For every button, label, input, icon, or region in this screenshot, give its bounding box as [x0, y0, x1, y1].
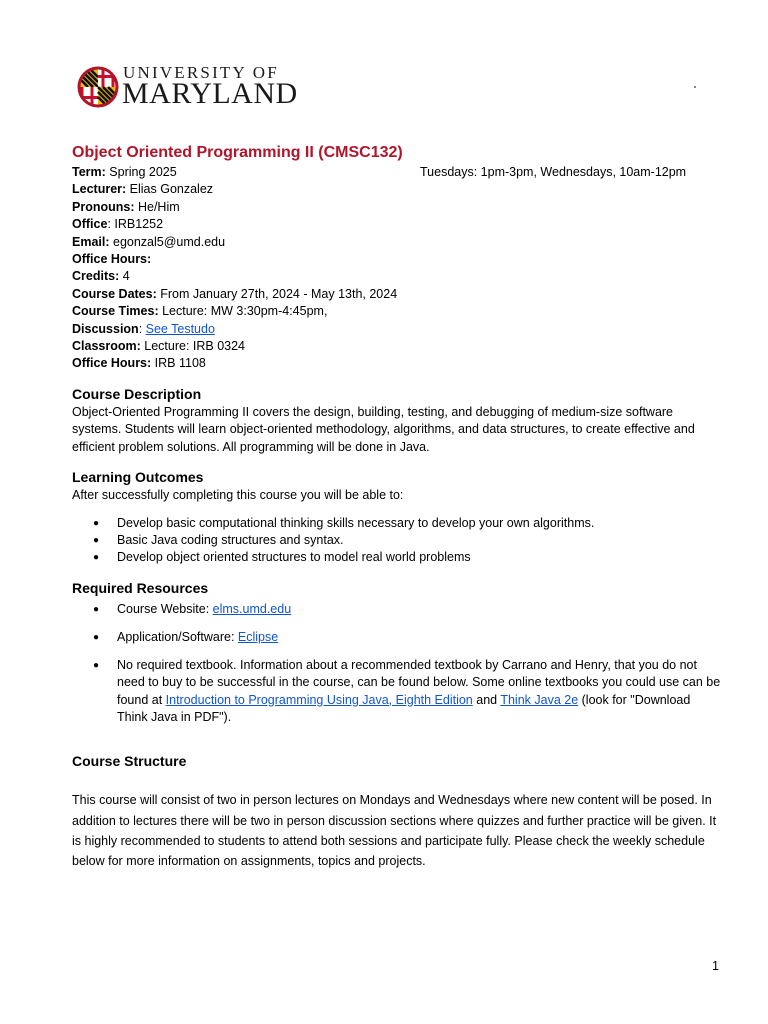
info-value: Lecture: IRB 0324	[140, 339, 246, 354]
university-logo	[77, 64, 317, 112]
info-label: Course Dates:	[72, 286, 157, 301]
info-label: Office Hours:	[72, 252, 152, 267]
info-value: :	[138, 321, 146, 336]
list-item: ● Basic Java coding structures and syntax.	[72, 532, 722, 549]
course-structure-text: This course will consist of two in person lectures on Mondays and Wednesdays where new content will be posed. In addition to lectures there will be two in person discussion sections where quizzes and further practice will be given. It is highly recommended to students to attend both sessions and participate fully. Please check the weekly schedule below for more information on assignments, topics and projects.	[72, 793, 717, 868]
see-testudo-link[interactable]: See Testudo	[145, 321, 215, 336]
info-value: Elias Gonzalez	[126, 182, 214, 197]
textbook-text: (look for "Download Think Java in PDF").	[117, 692, 691, 724]
info-office-hours	[72, 251, 722, 268]
info-label: Course Times:	[72, 304, 159, 319]
required-resources-heading: Required Resources	[72, 579, 209, 596]
info-value: He/Him	[134, 199, 180, 214]
resource-label: Course Website:	[117, 601, 213, 616]
list-item: ● Develop object oriented structures to model real world problems	[72, 549, 722, 566]
list-item	[72, 657, 722, 727]
list-item	[72, 601, 722, 618]
course-description-text: Object-Oriented Programming II covers the design, building, testing, and debugging of medium-size software systems. Students will learn object-oriented methodology, algorithms, and data structures, to create effective and efficient problem solutions. All programming will be done in Java.	[72, 404, 695, 454]
info-label: Lecturer:	[72, 182, 127, 197]
info-value: Lecture: MW 3:30pm-4:45pm,	[158, 304, 328, 319]
info-lecturer	[72, 181, 722, 198]
info-credits	[72, 268, 722, 285]
info-value: : IRB1252	[107, 217, 164, 232]
course-title: Object Oriented Programming II (CMSC132)	[72, 144, 403, 161]
logo-line-1: UNIVERSITY OF	[123, 63, 279, 82]
office-hours-schedule: Tuesdays: 1pm-3pm, Wednesdays, 10am-12pm	[420, 165, 687, 179]
course-description-heading: Course Description	[72, 385, 202, 402]
learning-outcomes-heading: Learning Outcomes	[72, 469, 204, 486]
textbook-text: and	[472, 692, 501, 707]
info-office-hours-location	[72, 355, 722, 372]
info-course-times	[72, 303, 722, 320]
info-label: Office	[72, 217, 108, 232]
info-value: IRB 1108	[151, 356, 206, 371]
info-label: Term:	[72, 165, 106, 179]
document-body	[72, 142, 722, 871]
info-email	[72, 234, 722, 251]
stray-mark	[694, 86, 696, 88]
learning-outcomes-list	[72, 515, 722, 567]
info-value: egonzal5@umd.edu	[109, 234, 226, 249]
think-java-link[interactable]: Think Java 2e	[500, 692, 579, 707]
info-label: Credits:	[72, 269, 120, 284]
intro-java-textbook-link[interactable]: Introduction to Programming Using Java, Eighth Edition	[165, 692, 473, 707]
info-discussion	[72, 321, 722, 338]
logo-line-2: MARYLAND	[122, 77, 298, 110]
list-item: ● Develop basic computational thinking skills necessary to develop your own algorithms.	[72, 515, 722, 532]
course-info-block	[72, 164, 722, 373]
page-number: 1	[712, 959, 719, 973]
resource-label: Application/Software:	[117, 629, 238, 644]
textbook-text: No required textbook. Information about a recommended textbook by Carrano and Henry, that you do not need to buy to be successful in the course, can be found below. Some online textbooks you could use can be found at	[117, 657, 721, 707]
eclipse-link[interactable]: Eclipse	[237, 629, 279, 644]
info-label: Office Hours:	[72, 356, 152, 371]
info-value: 4	[119, 269, 130, 284]
course-website-link[interactable]: elms.umd.edu	[212, 601, 292, 616]
info-value: Spring 2025	[105, 165, 177, 179]
info-course-dates	[72, 286, 722, 303]
info-office	[72, 216, 722, 233]
info-label: Email:	[72, 234, 110, 249]
info-classroom	[72, 338, 722, 355]
required-resources-list	[72, 601, 722, 727]
info-label: Pronouns:	[72, 199, 135, 214]
info-value: From January 27th, 2024 - May 13th, 2024	[156, 286, 398, 301]
info-pronouns	[72, 199, 722, 216]
info-label: Classroom:	[72, 339, 141, 354]
learning-outcomes-intro: After successfully completing this course you will be able to:	[72, 488, 404, 503]
list-item	[72, 629, 722, 646]
info-label: Discussion	[72, 321, 139, 336]
course-structure-heading: Course Structure	[72, 753, 187, 770]
maryland-flag-icon	[77, 66, 119, 108]
